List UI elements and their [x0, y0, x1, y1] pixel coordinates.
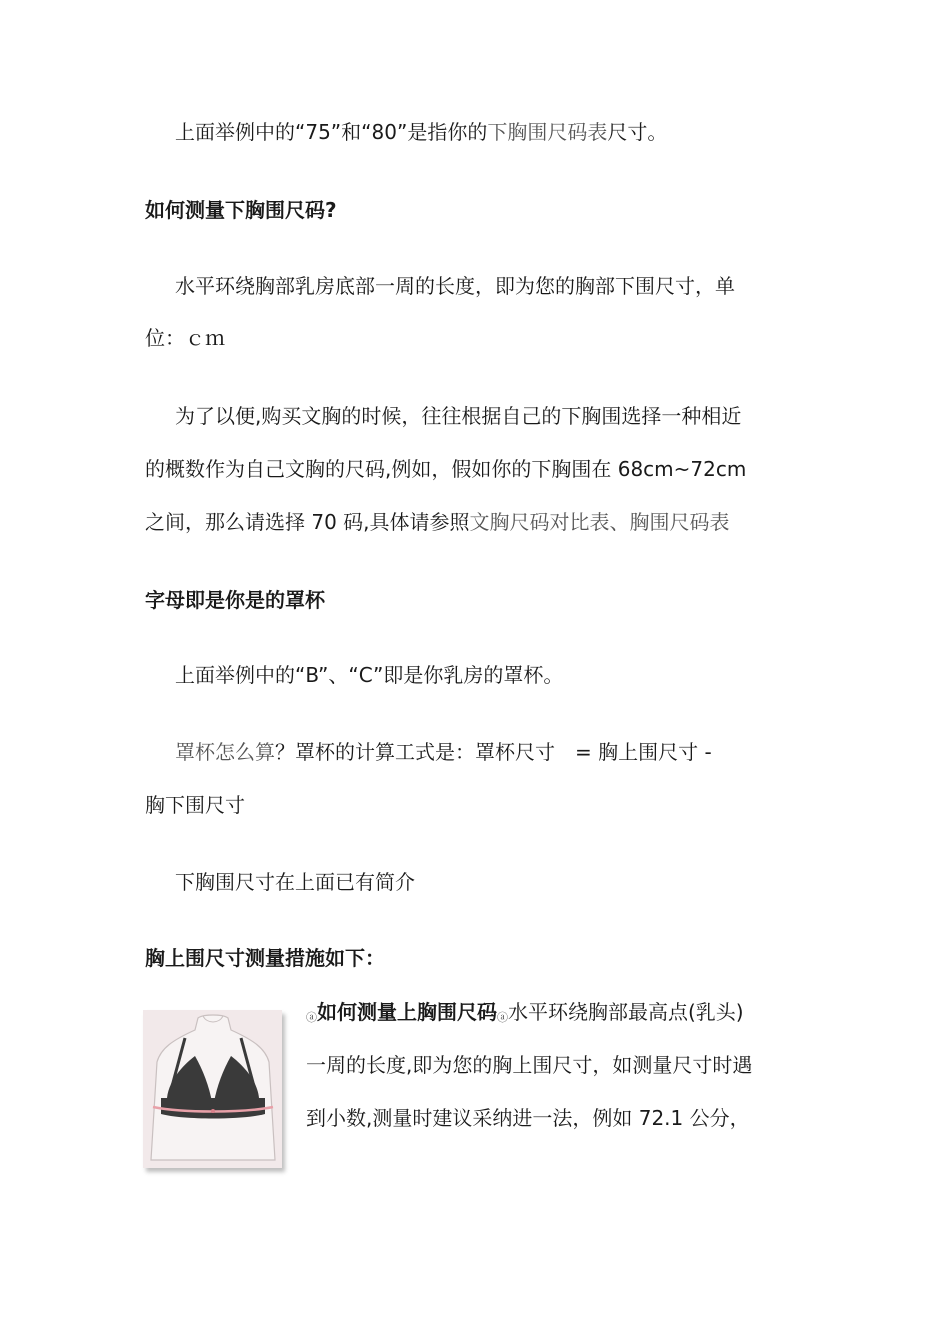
- para3-line2: 的概数作为自己文胸的尺码,例如，假如你的下胸围在 68cm~72cm: [145, 457, 747, 481]
- bullet-icon: ⓐ: [306, 1011, 317, 1024]
- para6: 下胸围尺寸在上面已有简介: [175, 870, 415, 894]
- para3-line3: [145, 508, 730, 536]
- heading-cup-letter: 字母即是你是的罩杯: [145, 588, 325, 612]
- para2-line1: 水平环绕胸部乳房底部一周的长度，即为您的胸部下围尺寸，单: [175, 274, 735, 298]
- bra-measurement-image: [143, 1010, 282, 1168]
- para5-line2: 胸下围尺寸: [145, 793, 245, 817]
- bullet-icon-2: ⓐ: [497, 1011, 508, 1024]
- overbust-line1-text: 水平环绕胸部最高点(乳头): [508, 1000, 744, 1024]
- para3-line3-text: 之间，那么请选择 70 码,具体请参照: [145, 510, 470, 534]
- overbust-line3: 到小数,测量时建议采纳进一法，例如 72.1 公分，: [306, 1106, 750, 1130]
- heading-measure-underbust: 如何测量下胸围尺码?: [145, 198, 337, 222]
- paragraph-underbust-example: [175, 118, 667, 146]
- overbust-title: 如何测量上胸围尺码: [317, 1000, 497, 1024]
- underbust-size-chart-link[interactable]: 下胸围尺码表: [487, 120, 608, 144]
- bra-illustration: [143, 1010, 282, 1168]
- bra-size-chart-link[interactable]: 文胸尺码对比表、胸围尺码表: [469, 510, 730, 534]
- para1-text: 上面举例中的“75”和“80”是指你的: [175, 120, 488, 144]
- cup-calc-link[interactable]: 罩杯怎么算: [175, 740, 275, 764]
- para2-line2: 位：ｃｍ: [145, 326, 225, 350]
- para1-end: 尺寸。: [607, 120, 668, 144]
- overbust-line2: 一周的长度,即为您的胸上围尺寸，如测量尺寸时遇: [306, 1053, 753, 1077]
- overbust-line1: [306, 998, 744, 1032]
- para4: 上面举例中的“B”、“C”即是你乳房的罩杯。: [175, 663, 564, 687]
- para3-line1: 为了以便,购买文胸的时候，往往根据自己的下胸围选择一种相近: [175, 404, 742, 428]
- para5-line1: [175, 738, 712, 766]
- para5-line1-text: ？罩杯的计算工式是：罩杯尺寸 = 胸上围尺寸 -: [275, 740, 712, 764]
- heading-measure-overbust: 胸上围尺寸测量措施如下：: [145, 946, 385, 970]
